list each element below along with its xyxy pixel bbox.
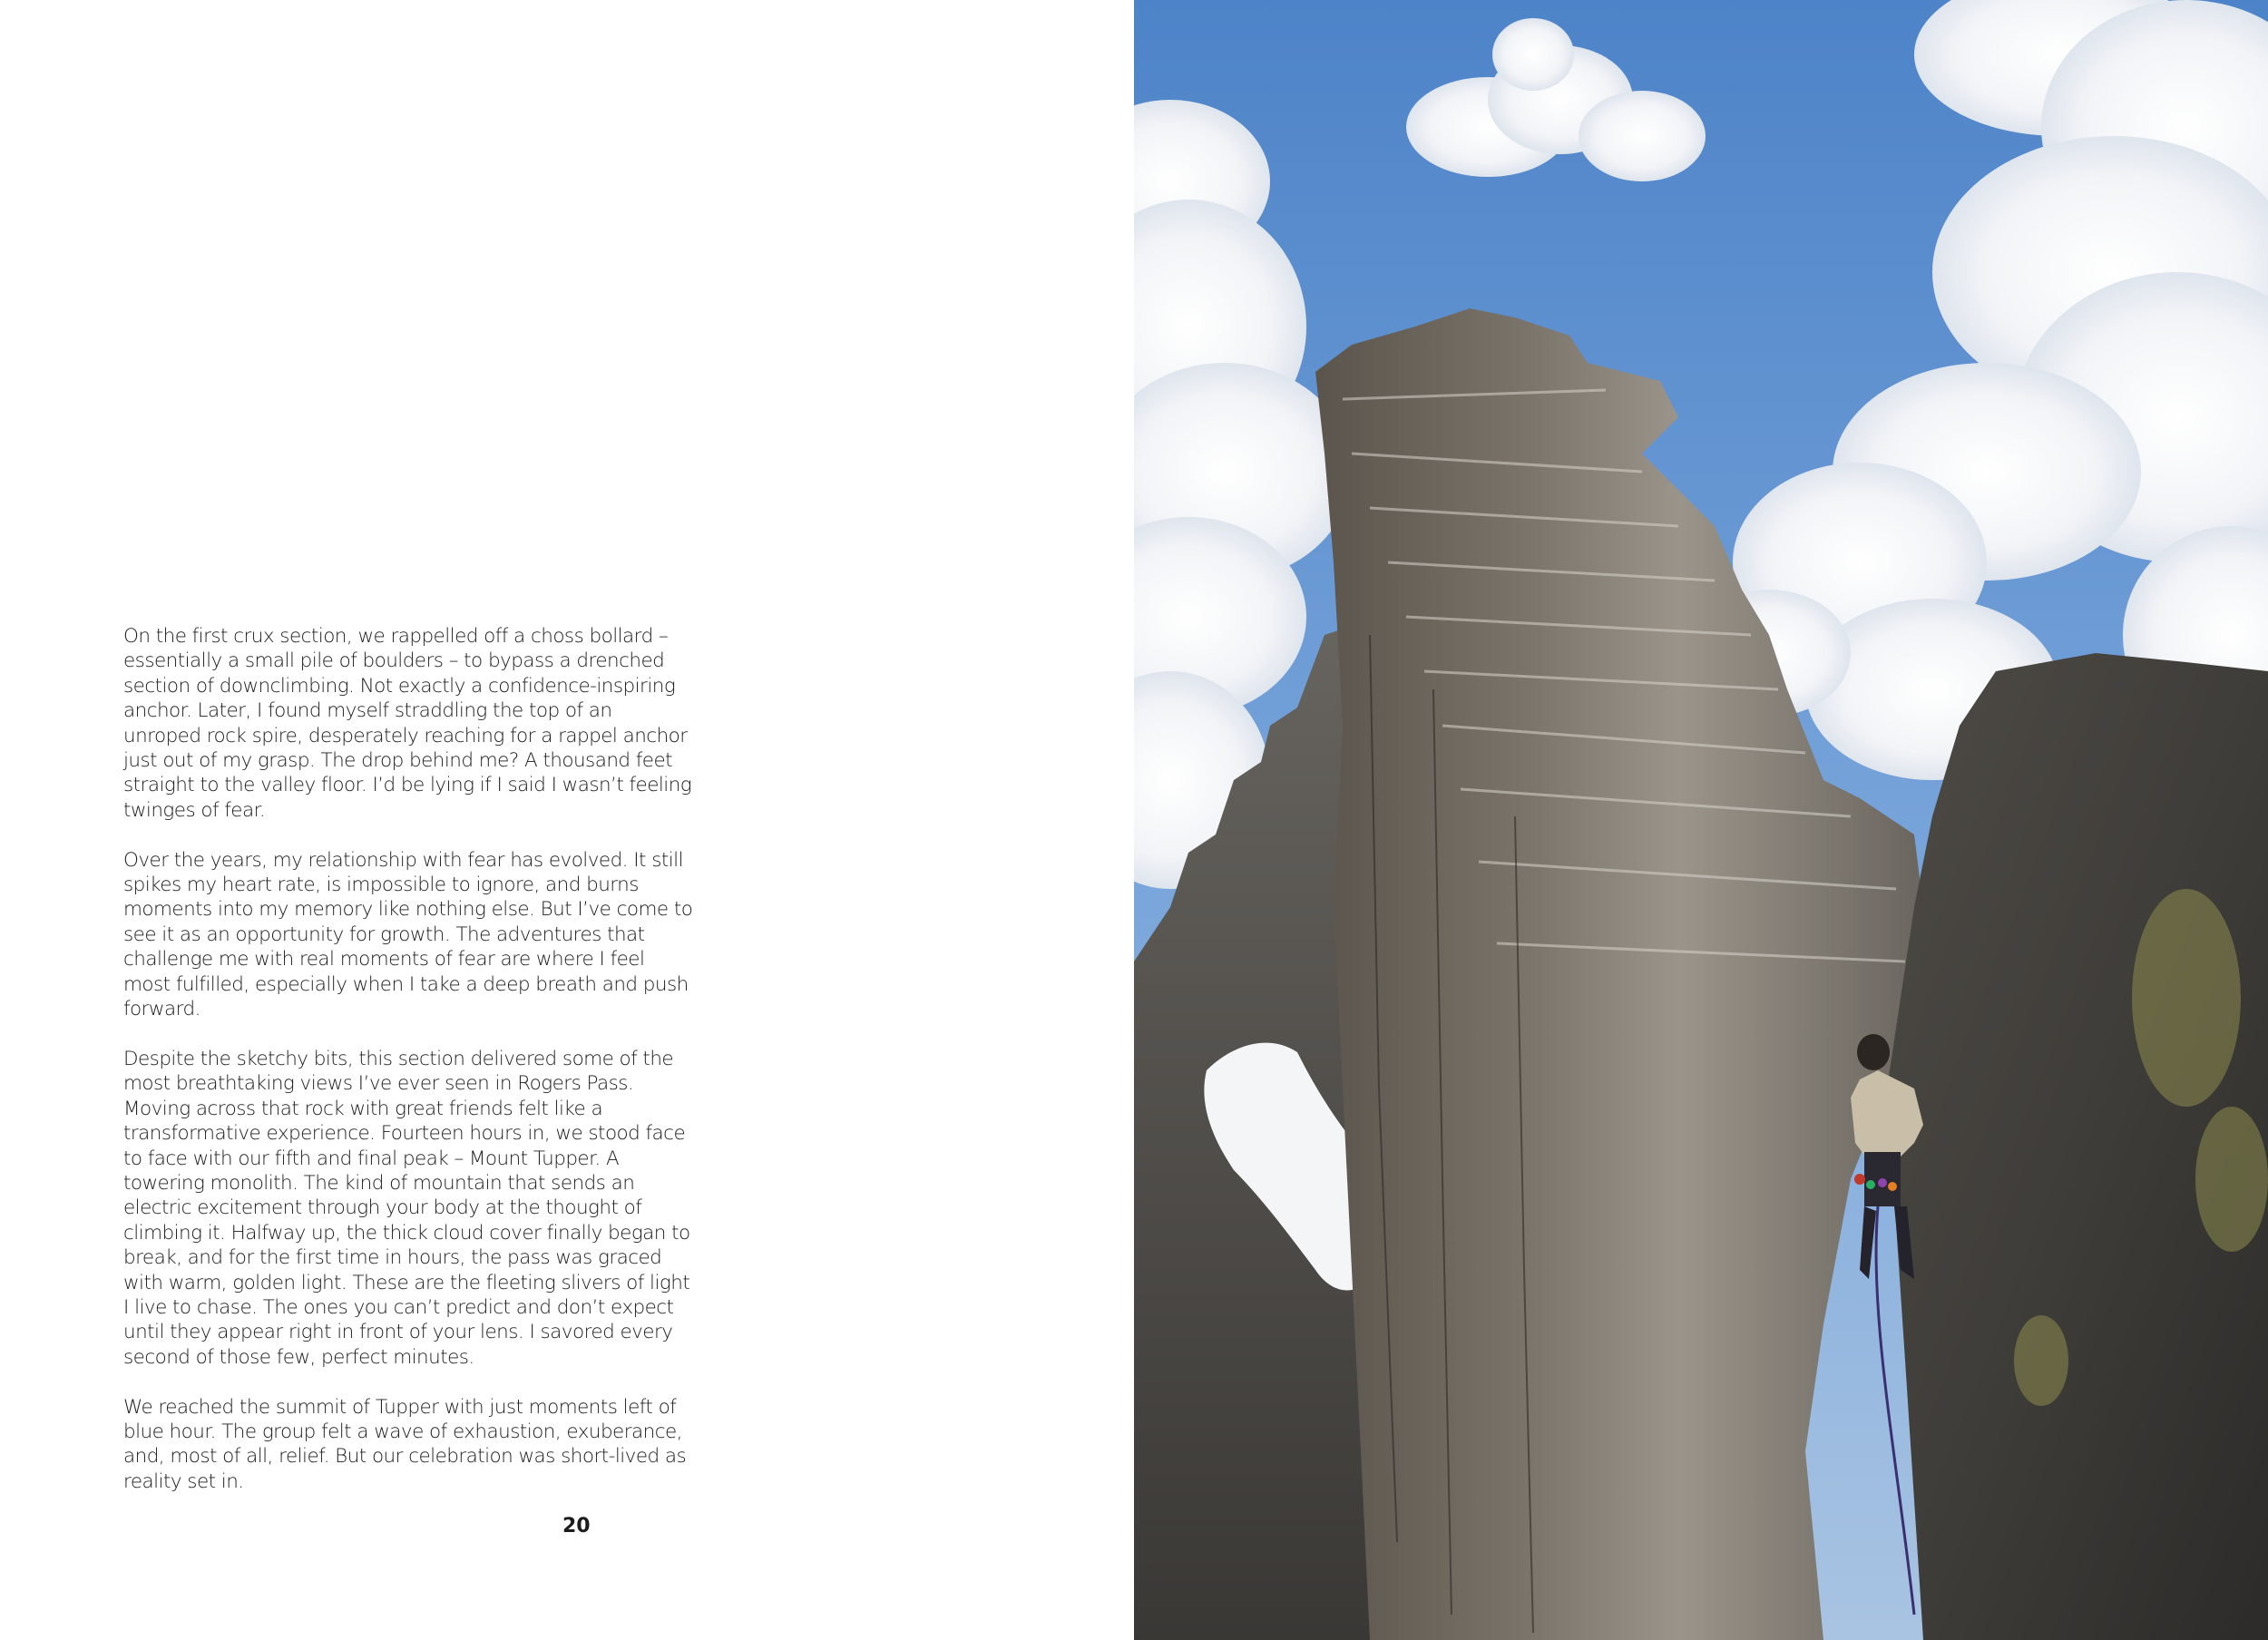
paragraph-3: Despite the sketchy bits, this section delivered some of the most breathtaking views I’ve ever seen in Rogers Pass. Moving across that rock with great friends felt like a transformative experience. Fourteen hours in, we stood face to face with our fifth and final peak – Mount Tupper. A towering monolith. The kind of mountain that sends an electric excitement through your body at the thought of climbing it. Halfway up, the thick cloud cover finally began to break, and for the first time in hours, the pass was graced with warm, golden light. These are the fleeting slivers of light I live to chase. The ones you can’t predict and don’t expect until they appear right in front of your lens. I savored every second of those few, perfect minutes. (123, 1047, 690, 1369)
paragraph-1: On the first crux section, we rappelled off a choss bollard – essentially a small pile of boulders – to bypass a drenched section of downclimbing. Not exactly a confidence-inspiring anchor. Later, I found myself straddling the top of an unroped rock spire, desperately reaching for a rappel anchor just out of my grasp. The drop behind me? A thousand feet straight to the valley floor. I’d be lying if I said I wasn’t feeling twinges of fear. (123, 625, 692, 822)
climber-rock-spire-photo (1134, 0, 2268, 1640)
paragraph-2: Over the years, my relationship with fear has evolved. It still spikes my heart rate, is impossible to ignore, and burns moments into my memory like nothing else. But I’ve come to see it as an opportunity for growth. The adventures that challenge me with real moments of fear are where I feel most fulfilled, especially when I take a deep breath and push forward. (123, 848, 693, 1021)
paragraph-4: We reached the summit of Tupper with just moments left of blue hour. The group felt a wave of exhaustion, exuberance, and, most of all, relief. But our celebration was short-lived as reality set in. (123, 1395, 687, 1493)
article-body (123, 624, 695, 1519)
page-number: 20 (562, 1515, 591, 1538)
photo-panel (1134, 0, 2268, 1640)
